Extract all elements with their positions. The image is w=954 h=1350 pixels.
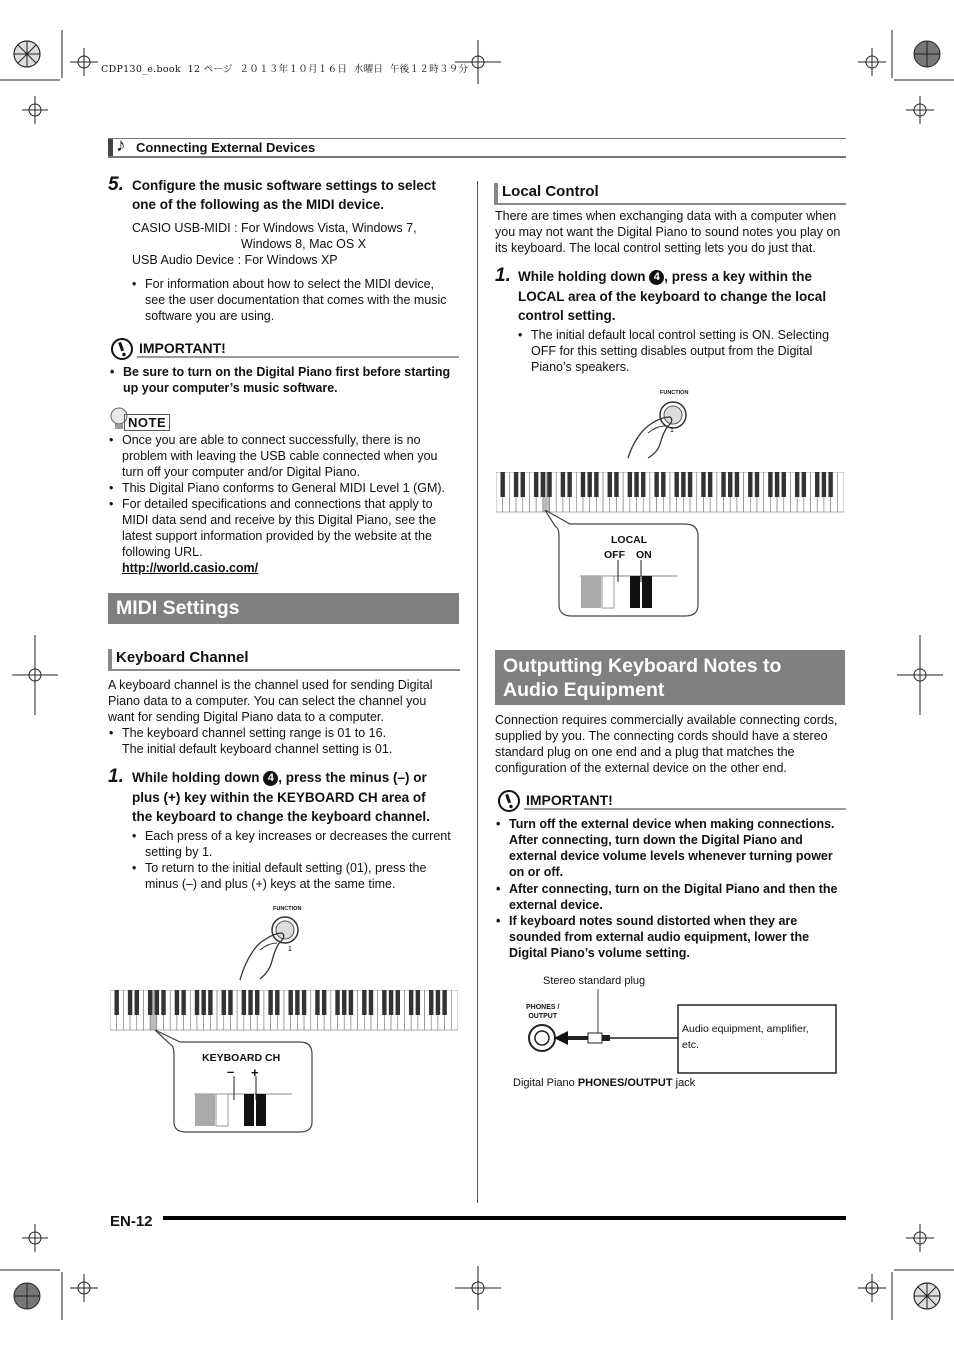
black-key <box>681 472 685 497</box>
black-key <box>255 990 259 1015</box>
black-key <box>748 472 752 497</box>
music-note-icon: ♪ <box>116 135 126 156</box>
black-key <box>349 990 353 1015</box>
text-line: There are times when exchanging data with a computer when <box>495 209 837 223</box>
black-key <box>521 472 525 497</box>
black-key <box>674 472 678 497</box>
button-4-icon: 4 <box>263 771 278 786</box>
black-key <box>654 472 658 497</box>
note-title: NOTE <box>124 414 170 431</box>
black-key <box>382 990 386 1015</box>
black-key <box>248 990 252 1015</box>
print-info: CDP130_e.book 12 ページ ２０１３年１０月１６日 水曜日 午後１２時３９分 <box>101 64 469 75</box>
text-line: • Once you are able to connect successfully, there is no <box>122 433 421 447</box>
text-line: its keyboard. The local control setting lets you do just that. <box>495 241 816 255</box>
text-line: following URL. <box>122 545 203 559</box>
text-line: supplied by you. The connecting cords should have a stereo <box>495 729 828 743</box>
text-run: While holding down <box>132 770 260 785</box>
black-key <box>409 990 413 1015</box>
black-key <box>389 990 393 1015</box>
black-key <box>442 990 446 1015</box>
note-bullet-1 <box>122 432 437 480</box>
black-key <box>335 990 339 1015</box>
function-label: FUNCTION <box>273 906 302 912</box>
black-key <box>242 990 246 1015</box>
keyboard-channel-para <box>108 677 433 725</box>
footer-rule <box>163 1216 846 1220</box>
text-line: turn off your computer and/or Digital Piano. <box>122 465 361 479</box>
text-line: • The keyboard channel setting range is 01 to 16. <box>122 726 387 740</box>
text-line: up your computer’s music software. <box>123 381 338 395</box>
black-key <box>641 472 645 497</box>
black-key <box>302 990 306 1015</box>
midi-settings-heading: MIDI Settings <box>108 593 459 624</box>
text-run: Digital Piano <box>513 1077 578 1089</box>
black-key <box>195 990 199 1015</box>
text-line: want for sending Digital Piano data to a computer. <box>108 710 384 724</box>
audio-equipment-box-text <box>682 1021 809 1053</box>
page-number: EN-12 <box>110 1213 153 1230</box>
output-heading <box>495 650 845 705</box>
important-bullet-2 <box>509 881 837 913</box>
black-key <box>514 472 518 497</box>
black-key <box>634 472 638 497</box>
text-line: The initial default keyboard channel setting is 01. <box>122 742 393 756</box>
black-key <box>735 472 739 497</box>
text-line <box>132 768 430 788</box>
text-line: Audio equipment, amplifier, <box>682 1023 809 1035</box>
text-line: setting by 1. <box>145 845 213 859</box>
black-key <box>815 472 819 497</box>
text-line: A keyboard channel is the channel used for sending Digital <box>108 678 433 692</box>
keyboard-illustration-right <box>496 472 844 514</box>
black-key <box>587 472 591 497</box>
plus-label: + <box>251 1065 259 1080</box>
white-key <box>837 472 844 512</box>
text-line: • To return to the initial default setting (01), press the <box>145 861 427 875</box>
black-key <box>135 990 139 1015</box>
text-line: OFF for this setting disables output from the Digital <box>531 344 813 358</box>
minus-label: – <box>227 1064 235 1079</box>
channel-range-bullet <box>122 725 392 757</box>
black-key <box>782 472 786 497</box>
text-line: Audio Equipment <box>503 679 665 701</box>
text-line: external device volume levels whenever turning power <box>509 849 833 863</box>
black-key <box>500 472 504 497</box>
black-key <box>322 990 326 1015</box>
black-key <box>768 472 772 497</box>
black-key <box>342 990 346 1015</box>
text-line: minus (–) and plus (+) keys at the same time. <box>145 877 396 891</box>
black-key <box>561 472 565 497</box>
text-line: Connection requires commercially available connecting cords, <box>495 713 838 727</box>
text-line: external device. <box>509 898 603 912</box>
black-key <box>775 472 779 497</box>
text-line: standard plug on one end and a plug that matches the <box>495 745 795 759</box>
black-key <box>436 990 440 1015</box>
jack-caption <box>513 1077 695 1089</box>
on-label: ON <box>636 549 652 561</box>
text-line: see the user documentation that comes with the music <box>145 293 447 307</box>
text-line: the keyboard to change the keyboard channel. <box>132 809 430 824</box>
important-icon <box>110 337 134 361</box>
local-step-text <box>518 267 826 326</box>
crop-rosette-icon <box>14 1283 40 1309</box>
black-key <box>581 472 585 497</box>
black-key <box>534 472 538 497</box>
text-line: latest support information provided by the website at the <box>122 529 432 543</box>
off-label: OFF <box>604 549 625 561</box>
kbch-bullet-2 <box>145 860 426 892</box>
black-key <box>828 472 832 497</box>
black-key <box>208 990 212 1015</box>
black-key <box>268 990 272 1015</box>
text-line: Piano data to a computer. You can select the channel you <box>108 694 427 708</box>
text-line: • If keyboard notes sound distorted when they are <box>509 914 798 928</box>
plug-label: Stereo standard plug <box>543 975 646 987</box>
header-top-rule <box>108 138 846 139</box>
text-line: Digital Piano’s volume setting. <box>509 946 690 960</box>
black-key <box>396 990 400 1015</box>
text-line: problem with leaving the USB cable connected when you <box>122 449 438 463</box>
column-divider <box>477 181 478 1203</box>
note-bullet-3 <box>122 496 436 560</box>
black-key <box>721 472 725 497</box>
casio-url-link[interactable]: http://world.casio.com/ <box>122 561 259 575</box>
black-key <box>822 472 826 497</box>
text-line: • Each press of a key increases or decreases the current <box>145 829 451 843</box>
arrow-icon <box>554 1031 568 1045</box>
black-key <box>728 472 732 497</box>
black-key <box>594 472 598 497</box>
keyboard-channel-rule <box>108 669 460 671</box>
important-bullet <box>123 364 450 396</box>
black-key <box>416 990 420 1015</box>
text-line: etc. <box>682 1039 699 1051</box>
black-key <box>795 472 799 497</box>
black-key <box>288 990 292 1015</box>
kbch-bullet-1 <box>145 828 451 860</box>
text-line: software you are using. <box>145 309 275 323</box>
text-line: • The initial default local control setting is ON. Selecting <box>531 328 830 342</box>
text-line: • For information about how to select the MIDI device, <box>145 277 435 291</box>
kbch-step-number: 1. <box>108 766 124 787</box>
function-label: FUNCTION <box>660 390 689 396</box>
black-key <box>661 472 665 497</box>
local-control-rule <box>494 203 846 205</box>
black-key <box>701 472 705 497</box>
step-5-line1: Configure the music software settings to select <box>132 178 436 193</box>
casio-usb-midi: CASIO USB-MIDI : For Windows Vista, Windows 7, <box>132 221 417 235</box>
black-key <box>567 472 571 497</box>
text-line: sounded from external audio equipment, lower the <box>509 930 810 944</box>
black-key <box>161 990 165 1015</box>
black-key <box>148 990 152 1015</box>
crop-rosette-icon <box>14 41 40 67</box>
black-key <box>228 990 232 1015</box>
section-header <box>108 135 846 158</box>
black-key <box>128 990 132 1015</box>
text-line: you may not want the Digital Piano to sound notes you play on <box>495 225 841 239</box>
black-key <box>222 990 226 1015</box>
function-button-hand-illustration <box>618 390 708 470</box>
output-para <box>495 712 838 776</box>
text-line: Outputting Keyboard Notes to <box>503 655 782 677</box>
text-run: PHONES/OUTPUT <box>577 1077 673 1089</box>
step-5-number: 5. <box>108 174 124 195</box>
black-key <box>608 472 612 497</box>
section-title: Connecting External Devices <box>136 140 316 155</box>
black-key <box>541 472 545 497</box>
step-5-bullet <box>145 276 447 324</box>
local-control-heading: Local Control <box>494 183 599 203</box>
local-callout <box>540 510 710 620</box>
black-key <box>614 472 618 497</box>
black-key <box>275 990 279 1015</box>
black-key <box>429 990 433 1015</box>
local-label: LOCAL <box>611 534 648 546</box>
black-key <box>175 990 179 1015</box>
black-key <box>181 990 185 1015</box>
keyboard-ch-label: KEYBOARD CH <box>202 1052 281 1064</box>
keyboard-channel-heading: Keyboard Channel <box>108 649 249 669</box>
white-key <box>451 990 458 1030</box>
black-key <box>547 472 551 497</box>
casio-usb-midi-cont: Windows 8, Mac OS X <box>241 237 367 251</box>
note-bullet-2: • This Digital Piano conforms to General MIDI Level 1 (GM). <box>122 480 445 496</box>
text-run: jack <box>672 1077 696 1089</box>
crop-rosette-icon <box>914 1283 940 1309</box>
black-key <box>114 990 118 1015</box>
black-key <box>295 990 299 1015</box>
black-key <box>755 472 759 497</box>
local-step-number: 1. <box>495 265 511 286</box>
text-line: control setting. <box>518 308 616 323</box>
text-run: , press a key within the <box>664 269 813 284</box>
text-line: • For detailed specifications and connections that apply to <box>122 497 433 511</box>
black-key <box>369 990 373 1015</box>
important-icon <box>497 789 521 813</box>
keyboard-illustration-left <box>110 990 458 1032</box>
text-line: MIDI data send and receive by this Digital Piano, see the <box>122 513 437 527</box>
black-key <box>201 990 205 1015</box>
text-line: on or off. <box>509 865 564 879</box>
text-line: plus (+) key within the KEYBOARD CH area of <box>132 789 426 805</box>
text-line: After connecting, turn down the Digital Piano and <box>509 833 803 847</box>
black-key <box>155 990 159 1015</box>
important-rule <box>137 356 459 358</box>
step-5-line2: one of the following as the MIDI device. <box>132 197 385 212</box>
svg-text:1: 1 <box>670 427 674 434</box>
black-key <box>802 472 806 497</box>
function-button-hand-illustration <box>230 905 320 985</box>
crop-rosette-icon <box>914 41 940 67</box>
local-bullet <box>531 327 829 375</box>
important-bullet-3 <box>509 913 809 961</box>
black-key <box>362 990 366 1015</box>
keyboard-ch-callout <box>150 1030 320 1138</box>
black-key <box>628 472 632 497</box>
text-line: configuration of the external device on the other end. <box>495 761 787 775</box>
kbch-step-text <box>132 768 430 827</box>
text-run: , press the minus (–) or <box>278 770 427 785</box>
text-line: PHONES / <box>526 1004 560 1011</box>
black-key <box>708 472 712 497</box>
text-line: • After connecting, turn on the Digital Piano and then the <box>509 882 838 896</box>
text-line: • Turn off the external device when making connections. <box>509 817 835 831</box>
svg-text:1: 1 <box>288 946 292 953</box>
important-bullet-1 <box>509 816 835 880</box>
important-title: IMPORTANT! <box>139 340 226 356</box>
header-bottom-rule <box>108 156 846 158</box>
important-rule <box>524 808 846 810</box>
black-key <box>315 990 319 1015</box>
usb-audio-device: USB Audio Device : For Windows XP <box>132 253 338 267</box>
text-run: While holding down <box>518 269 646 284</box>
text-line: • Be sure to turn on the Digital Piano first before starting <box>123 365 451 379</box>
text-line: Piano’s speakers. <box>531 360 630 374</box>
header-left-block <box>108 138 113 158</box>
black-key <box>688 472 692 497</box>
text-line: LOCAL area of the keyboard to change the local <box>518 288 827 304</box>
local-control-para <box>495 208 840 256</box>
important-title: IMPORTANT! <box>526 792 613 808</box>
button-4-icon: 4 <box>649 270 664 285</box>
text-line: OUTPUT <box>528 1013 558 1020</box>
text-line <box>518 267 826 287</box>
